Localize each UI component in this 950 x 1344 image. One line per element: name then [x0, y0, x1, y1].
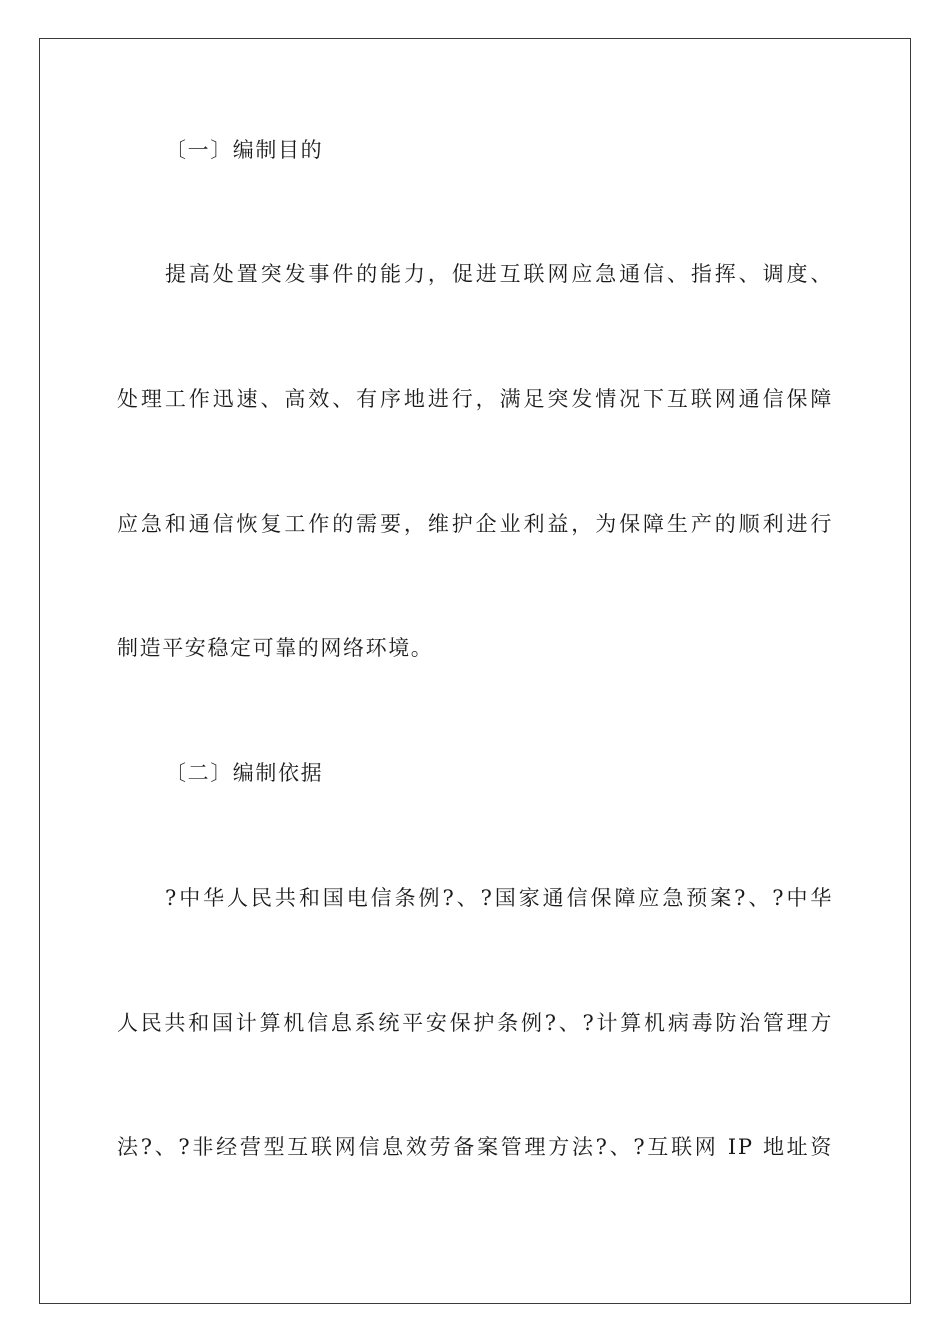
- paragraph-line: 提高处置突发事件的能力，促进互联网应急通信、指挥、调度、: [165, 262, 833, 286]
- paragraph-line: 处理工作迅速、高效、有序地进行，满足突发情况下互联网通信保障: [117, 387, 833, 411]
- paragraph-line: 应急和通信恢复工作的需要，维护企业利益，为保障生产的顺利进行: [117, 512, 833, 536]
- paragraph-line: 法?、?非经营型互联网信息效劳备案管理方法?、?互联网 IP 地址资: [117, 1135, 833, 1159]
- section-heading-basis: 〔二〕编制依据: [165, 761, 324, 785]
- section-heading-purpose: 〔一〕编制目的: [165, 138, 324, 162]
- paragraph-line: ?中华人民共和国电信条例?、?国家通信保障应急预案?、?中华: [165, 886, 833, 910]
- paragraph-line: 制造平安稳定可靠的网络环境。: [117, 636, 434, 660]
- page-border: [39, 38, 911, 1304]
- paragraph-line: 人民共和国计算机信息系统平安保护条例?、?计算机病毒防治管理方: [117, 1011, 833, 1035]
